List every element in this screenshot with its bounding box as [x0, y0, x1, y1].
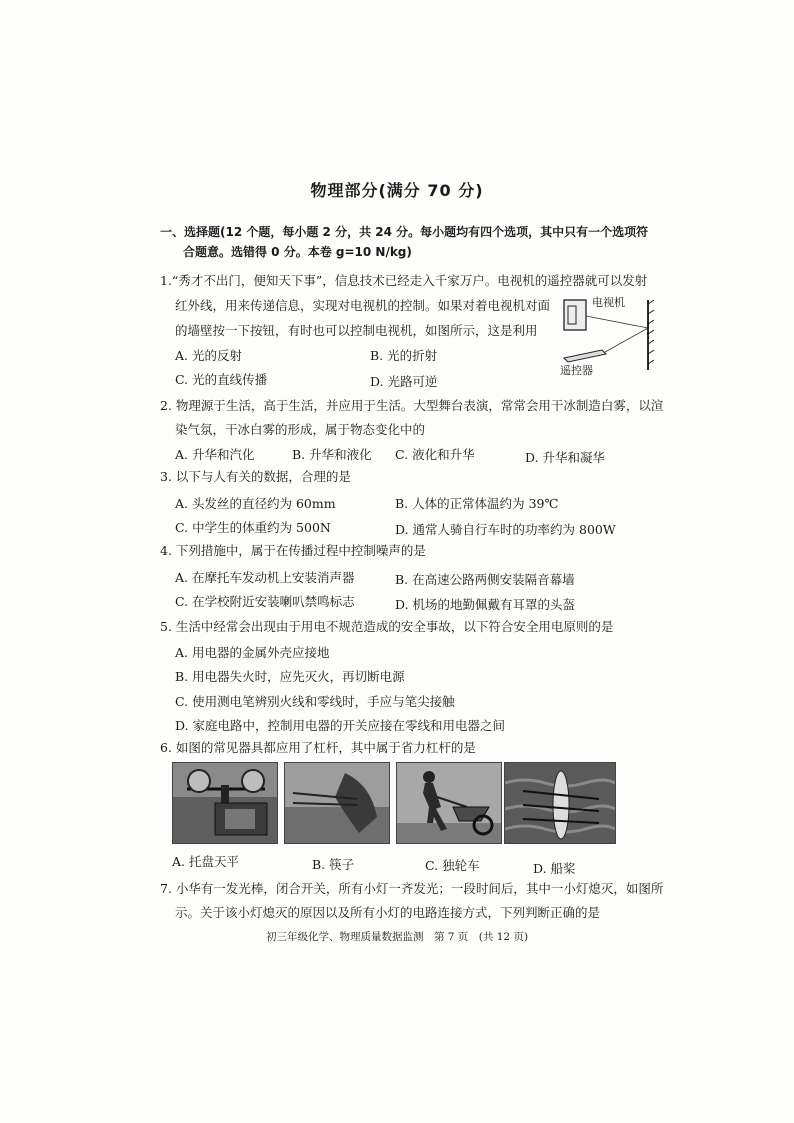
q6-option-c: C. 独轮车 [425, 858, 480, 873]
rowing-photo [504, 762, 616, 844]
q2-stem-line1: 2. 物理源于生活，高于生活，并应用于生活。大型舞台表演，常常会用干冰制造白雾，以渲 [160, 398, 664, 413]
q5-option-b: B. 用电器失火时，应先灭火，再切断电源 [175, 669, 405, 684]
q3-option-a: A. 头发丝的直径约为 60mm [175, 496, 336, 511]
q2-option-b: B. 升华和液化 [292, 447, 372, 462]
q6-stem: 6. 如图的常见器具都应用了杠杆，其中属于省力杠杆的是 [160, 740, 476, 755]
q4-stem: 4. 下列措施中，属于在传播过程中控制噪声的是 [160, 543, 426, 558]
q1-option-b: B. 光的折射 [370, 348, 438, 363]
q4-option-a: A. 在摩托车发动机上安装消声器 [175, 570, 355, 585]
page-footer: 初三年级化学、物理质量数据监测 第 7 页 (共 12 页) [265, 931, 529, 943]
q1-option-a: A. 光的反射 [175, 348, 242, 363]
q1-stem-line1: 1.“秀才不出门，便知天下事”，信息技术已经走入千家万户。电视机的遥控器就可以发射 [160, 273, 648, 288]
q2-stem-line2: 染气氛，干冰白雾的形成，属于物态变化中的 [175, 422, 426, 437]
q2-option-a: A. 升华和汽化 [175, 447, 255, 462]
q1-stem-line3: 的墙壁按一下按钮，有时也可以控制电视机，如图所示，这是利用 [175, 323, 538, 338]
q6-option-b: B. 筷子 [312, 857, 355, 872]
q5-option-a: A. 用电器的金属外壳应接地 [175, 645, 330, 660]
q1-stem-line2: 红外线，用来传递信息，实现对电视机的控制。如果对着电视机对面 [175, 298, 551, 313]
q3-option-b: B. 人体的正常体温约为 39℃ [395, 496, 559, 511]
q2-option-d: D. 升华和凝华 [525, 450, 606, 465]
section-header-line1: 一、选择题(12 个题，每小题 2 分，共 24 分。每小题均有四个选项，其中只有一个选项符 [160, 225, 649, 239]
q4-option-b: B. 在高速公路两侧安装隔音幕墙 [395, 572, 575, 587]
section-header-line2: 合题意。选错得 0 分。本卷 g=10 N/kg) [183, 245, 412, 259]
q5-option-c: C. 使用测电笔辨别火线和零线时，手应与笔尖接触 [175, 694, 455, 709]
q3-option-c: C. 中学生的体重约为 500N [175, 520, 331, 535]
q5-stem: 5. 生活中经常会出现由于用电不规范造成的安全事故，以下符合安全用电原则的是 [160, 619, 614, 634]
q4-option-d: D. 机场的地勤佩戴有耳罩的头盔 [395, 597, 576, 612]
q6-option-a: A. 托盘天平 [172, 854, 239, 869]
remote-label: 遥控器 [560, 364, 593, 377]
q6-option-d: D. 船桨 [533, 861, 576, 876]
q1-option-d: D. 光路可逆 [370, 374, 438, 389]
q7-stem-line1: 7. 小华有一发光棒，闭合开关，所有小灯一齐发光；一段时间后，其中一小灯熄灭，如图所 [160, 881, 664, 896]
q3-option-d: D. 通常人骑自行车时的功率约为 800W [395, 522, 616, 537]
q5-option-d: D. 家庭电路中，控制用电器的开关应接在零线和用电器之间 [175, 718, 506, 733]
tv-label: 电视机 [592, 296, 625, 309]
q1-option-c: C. 光的直线传播 [175, 372, 268, 387]
section-title: 物理部分(满分 70 分) [310, 181, 484, 200]
q7-stem-line2: 示。关于该小灯熄灭的原因以及所有小灯的电路连接方式，下列判断正确的是 [175, 905, 601, 920]
q2-option-c: C. 液化和升华 [395, 447, 475, 462]
chopsticks-photo [284, 762, 390, 844]
q3-stem: 3. 以下与人有关的数据，合理的是 [160, 469, 351, 484]
q4-option-c: C. 在学校附近安装喇叭禁鸣标志 [175, 594, 355, 609]
balance-photo [172, 762, 278, 844]
wheelbarrow-photo [396, 762, 502, 844]
